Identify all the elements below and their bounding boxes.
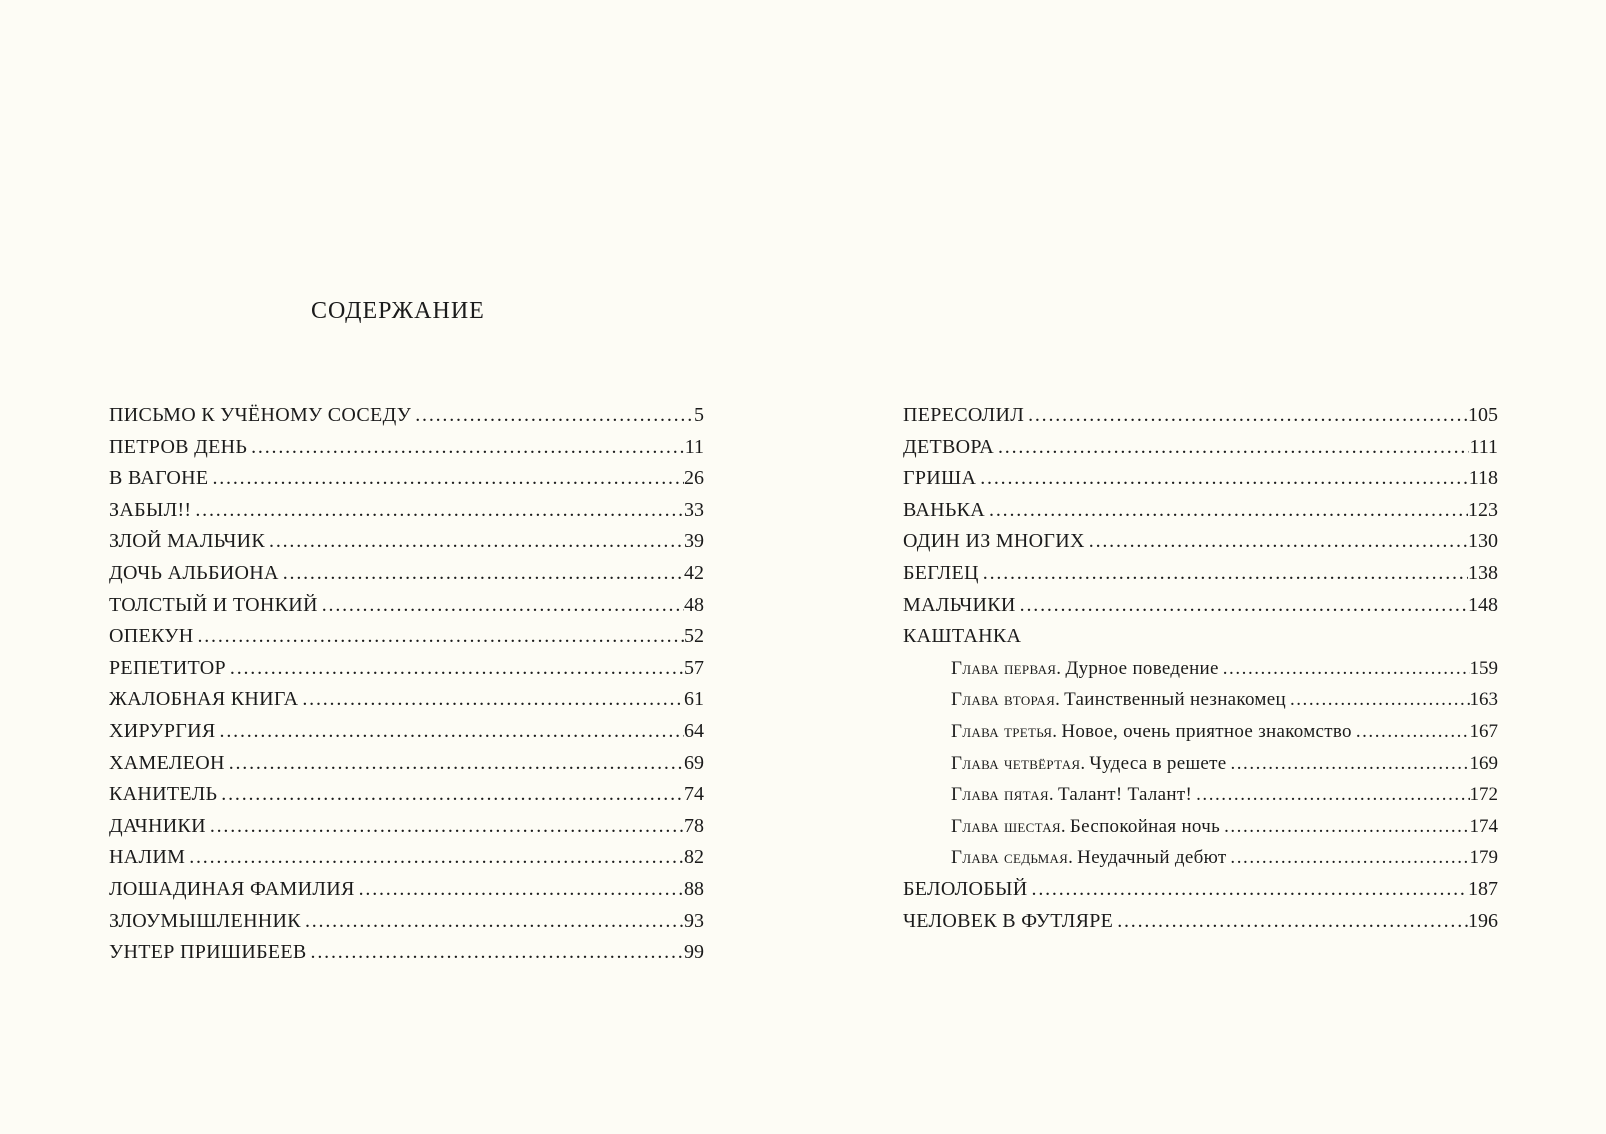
toc-entry[interactable] bbox=[903, 621, 1498, 653]
chapter-prefix: Глава вторая. bbox=[951, 689, 1061, 711]
toc-entry[interactable] bbox=[109, 906, 704, 938]
toc-chapter-entry[interactable] bbox=[903, 779, 1498, 811]
page-number: 42 bbox=[684, 561, 704, 584]
dot-leader bbox=[318, 590, 684, 622]
toc-entry[interactable] bbox=[109, 590, 704, 622]
page-number: 88 bbox=[684, 877, 704, 900]
page-number: 187 bbox=[1468, 877, 1498, 900]
toc-entry[interactable] bbox=[903, 400, 1498, 432]
toc-entry-title bbox=[951, 779, 1192, 811]
entry-title-text: ГРИША bbox=[903, 467, 977, 490]
entry-title-text: КАШТАНКА bbox=[903, 625, 1022, 648]
dot-leader bbox=[994, 432, 1470, 464]
toc-entry-title bbox=[109, 558, 279, 590]
dot-leader bbox=[191, 495, 684, 527]
toc-entry[interactable] bbox=[109, 653, 704, 685]
chapter-prefix: Глава шестая. bbox=[951, 815, 1066, 837]
entry-title-text: ТОЛСТЫЙ И ТОНКИЙ bbox=[109, 593, 318, 616]
entry-title-text: БЕГЛЕЦ bbox=[903, 561, 979, 584]
entry-title-text: ПЕТРОВ ДЕНЬ bbox=[109, 435, 248, 458]
toc-entry[interactable] bbox=[109, 874, 704, 906]
entry-title-text: УНТЕР ПРИШИБЕЕВ bbox=[109, 941, 307, 964]
page-number: 82 bbox=[684, 846, 704, 869]
toc-entry-title bbox=[903, 621, 1021, 653]
page-number: 118 bbox=[1468, 467, 1498, 490]
entry-title-text: МАЛЬЧИКИ bbox=[903, 593, 1016, 616]
page-number: 159 bbox=[1469, 657, 1498, 679]
toc-entry-title bbox=[109, 432, 247, 464]
entry-title-text: ВАНЬКА bbox=[903, 498, 986, 521]
chapter-prefix: Глава первая. bbox=[951, 657, 1062, 679]
toc-entry[interactable] bbox=[109, 432, 704, 464]
entry-title-text: ЗЛОЙ МАЛЬЧИК bbox=[109, 530, 266, 553]
toc-entry-title bbox=[109, 684, 298, 716]
toc-entry[interactable] bbox=[903, 874, 1498, 906]
toc-entry-title bbox=[903, 526, 1085, 558]
toc-entry[interactable] bbox=[109, 526, 704, 558]
page-number: 57 bbox=[684, 656, 704, 679]
entry-title-text: БЕЛОЛОБЫЙ bbox=[903, 877, 1028, 900]
toc-entry-title bbox=[109, 495, 191, 527]
entry-title-text: НАЛИМ bbox=[109, 846, 186, 869]
toc-entry[interactable] bbox=[109, 716, 704, 748]
entry-title-text: ДАЧНИКИ bbox=[109, 814, 206, 837]
page-number: 167 bbox=[1469, 720, 1498, 742]
page-number: 33 bbox=[684, 498, 704, 521]
toc-chapter-entry[interactable] bbox=[903, 684, 1498, 716]
toc-chapter-entry[interactable] bbox=[903, 748, 1498, 780]
toc-entry[interactable] bbox=[109, 495, 704, 527]
toc-entry-title bbox=[109, 621, 193, 653]
entry-title-text: ХАМЕЛЕОН bbox=[109, 751, 225, 774]
entry-title-text: Таинственный незнакомец bbox=[1064, 689, 1286, 711]
toc-chapter-entry[interactable] bbox=[903, 811, 1498, 843]
page-number: 52 bbox=[684, 625, 704, 648]
page-number: 196 bbox=[1468, 909, 1498, 932]
entry-title-text: ДОЧЬ АЛЬБИОНА bbox=[109, 561, 279, 584]
entry-title-text: ЗЛОУМЫШЛЕННИК bbox=[109, 909, 301, 932]
toc-entry-title bbox=[109, 463, 208, 495]
page-number: 5 bbox=[694, 404, 704, 426]
page-number: 64 bbox=[684, 719, 704, 742]
toc-entry[interactable] bbox=[109, 842, 704, 874]
entry-title-text: ОПЕКУН bbox=[109, 625, 194, 648]
toc-entry-title bbox=[903, 874, 1028, 906]
page-number: 123 bbox=[1468, 498, 1498, 521]
toc-entry-title bbox=[903, 495, 985, 527]
toc-chapter-entry[interactable] bbox=[903, 716, 1498, 748]
toc-entry-title bbox=[109, 906, 301, 938]
toc-entry-title bbox=[951, 716, 1352, 748]
entry-title-text: ЖАЛОБНАЯ КНИГА bbox=[109, 688, 299, 711]
page-number: 130 bbox=[1468, 530, 1498, 553]
page-number: 163 bbox=[1469, 689, 1498, 711]
dot-leader bbox=[298, 684, 684, 716]
dot-leader bbox=[206, 811, 684, 843]
toc-entry-title bbox=[903, 590, 1016, 622]
page-number: 172 bbox=[1469, 784, 1498, 806]
entry-title-text: РЕПЕТИТОР bbox=[109, 656, 226, 679]
toc-entry-title bbox=[109, 400, 411, 432]
page-number: 78 bbox=[684, 814, 704, 837]
dot-leader bbox=[355, 874, 684, 906]
entry-title-text: Чудеса в решете bbox=[1089, 752, 1227, 774]
page-number: 93 bbox=[684, 909, 704, 932]
toc-left-column bbox=[109, 400, 704, 969]
dot-leader bbox=[279, 558, 684, 590]
dot-leader bbox=[1192, 779, 1469, 811]
toc-entry-title bbox=[903, 400, 1024, 432]
toc-entry[interactable] bbox=[109, 558, 704, 590]
dot-leader bbox=[985, 495, 1468, 527]
toc-entry[interactable] bbox=[109, 811, 704, 843]
entry-title-text: ЧЕЛОВЕК В ФУТЛЯРЕ bbox=[903, 909, 1114, 932]
dot-leader bbox=[1028, 874, 1468, 906]
page-number: 11 bbox=[684, 435, 704, 458]
dot-leader bbox=[225, 748, 684, 780]
toc-entry-title bbox=[109, 779, 217, 811]
dot-leader bbox=[1016, 590, 1468, 622]
toc-entry[interactable] bbox=[903, 526, 1498, 558]
dot-leader bbox=[979, 558, 1468, 590]
toc-entry-title bbox=[951, 653, 1219, 685]
dot-leader bbox=[1226, 748, 1469, 780]
page-number: 111 bbox=[1469, 435, 1498, 458]
dot-leader bbox=[208, 463, 684, 495]
dot-leader bbox=[193, 621, 684, 653]
toc-entry-title bbox=[951, 748, 1226, 780]
dot-leader bbox=[1226, 842, 1469, 874]
toc-entry-title bbox=[903, 906, 1113, 938]
toc-entry-title bbox=[109, 874, 355, 906]
toc-entry[interactable] bbox=[109, 684, 704, 716]
chapter-prefix: Глава четвёртая. bbox=[951, 752, 1086, 774]
dot-leader bbox=[1085, 526, 1468, 558]
entry-title-text: ЛОШАДИНАЯ ФАМИЛИЯ bbox=[109, 877, 355, 900]
toc-entry[interactable] bbox=[109, 400, 704, 432]
dot-leader bbox=[1113, 906, 1468, 938]
page-number: 74 bbox=[684, 783, 704, 806]
chapter-prefix: Глава пятая. bbox=[951, 784, 1054, 806]
entry-title-text: В ВАГОНЕ bbox=[109, 467, 209, 490]
toc-entry[interactable] bbox=[903, 432, 1498, 464]
page-number: 174 bbox=[1469, 815, 1498, 837]
toc-entry[interactable] bbox=[109, 463, 704, 495]
page-number: 69 bbox=[684, 751, 704, 774]
toc-entry-title bbox=[109, 748, 225, 780]
page-number: 169 bbox=[1469, 752, 1498, 774]
toc-entry-title bbox=[903, 432, 994, 464]
entry-title-text: Талант! Талант! bbox=[1057, 784, 1193, 806]
entry-title-text: ЗАБЫЛ!! bbox=[109, 498, 192, 521]
toc-entry[interactable] bbox=[109, 748, 704, 780]
page-number: 61 bbox=[684, 688, 704, 711]
toc-entry[interactable] bbox=[903, 590, 1498, 622]
toc-entry[interactable] bbox=[903, 558, 1498, 590]
toc-entry-title bbox=[951, 684, 1286, 716]
dot-leader bbox=[226, 653, 684, 685]
entry-title-text: ДЕТВОРА bbox=[903, 435, 994, 458]
toc-entry[interactable] bbox=[109, 779, 704, 811]
page-number: 39 bbox=[684, 530, 704, 553]
toc-entry-title bbox=[903, 558, 979, 590]
dot-leader bbox=[976, 463, 1468, 495]
toc-entry[interactable] bbox=[903, 495, 1498, 527]
chapter-prefix: Глава третья. bbox=[951, 720, 1058, 742]
page-number: 48 bbox=[684, 593, 704, 616]
toc-entry-title bbox=[951, 811, 1220, 843]
toc-entry-title bbox=[109, 842, 185, 874]
entry-title-text: ХИРУРГИЯ bbox=[109, 719, 216, 742]
page-number: 138 bbox=[1468, 561, 1498, 584]
toc-entry[interactable] bbox=[903, 906, 1498, 938]
page-title: СОДЕРЖАНИЕ bbox=[311, 298, 485, 324]
dot-leader bbox=[1219, 653, 1470, 685]
dot-leader bbox=[411, 400, 694, 432]
entry-title-text: КАНИТЕЛЬ bbox=[109, 783, 218, 806]
toc-entry-title bbox=[109, 937, 307, 969]
page-number: 148 bbox=[1468, 593, 1498, 616]
dot-leader bbox=[1352, 716, 1470, 748]
dot-leader bbox=[307, 937, 684, 969]
entry-title-text: ПЕРЕСОЛИЛ bbox=[903, 404, 1025, 426]
page-number: 105 bbox=[1468, 404, 1498, 426]
page-number: 179 bbox=[1469, 847, 1498, 869]
toc-right-column bbox=[903, 400, 1498, 937]
entry-title-text: Беспокойная ночь bbox=[1069, 815, 1221, 837]
page-number: 26 bbox=[684, 467, 704, 490]
entry-title-text: ОДИН ИЗ МНОГИХ bbox=[903, 530, 1085, 553]
page-number: 99 bbox=[684, 941, 704, 964]
toc-entry[interactable] bbox=[109, 937, 704, 969]
chapter-prefix: Глава седьмая. bbox=[951, 847, 1074, 869]
toc-entry[interactable] bbox=[903, 463, 1498, 495]
dot-leader bbox=[1286, 684, 1470, 716]
entry-title-text: Неудачный дебют bbox=[1077, 847, 1227, 869]
toc-entry[interactable] bbox=[109, 621, 704, 653]
toc-chapter-entry[interactable] bbox=[903, 653, 1498, 685]
toc-entry-title bbox=[951, 842, 1226, 874]
toc-entry-title bbox=[109, 653, 226, 685]
dot-leader bbox=[1220, 811, 1469, 843]
dot-leader bbox=[1024, 400, 1468, 432]
dot-leader bbox=[301, 906, 684, 938]
dot-leader bbox=[217, 779, 684, 811]
toc-entry-title bbox=[903, 463, 976, 495]
toc-entry-title bbox=[109, 716, 216, 748]
dot-leader bbox=[185, 842, 684, 874]
toc-chapter-entry[interactable] bbox=[903, 842, 1498, 874]
entry-title-text: ПИСЬМО К УЧЁНОМУ СОСЕДУ bbox=[109, 404, 412, 426]
toc-entry-title bbox=[109, 590, 318, 622]
toc-entry-title bbox=[109, 526, 265, 558]
entry-title-text: Дурное поведение bbox=[1065, 657, 1219, 679]
dot-leader bbox=[216, 716, 684, 748]
dot-leader bbox=[247, 432, 685, 464]
entry-title-text: Новое, очень приятное знакомство bbox=[1061, 720, 1352, 742]
dot-leader bbox=[265, 526, 684, 558]
toc-entry-title bbox=[109, 811, 206, 843]
